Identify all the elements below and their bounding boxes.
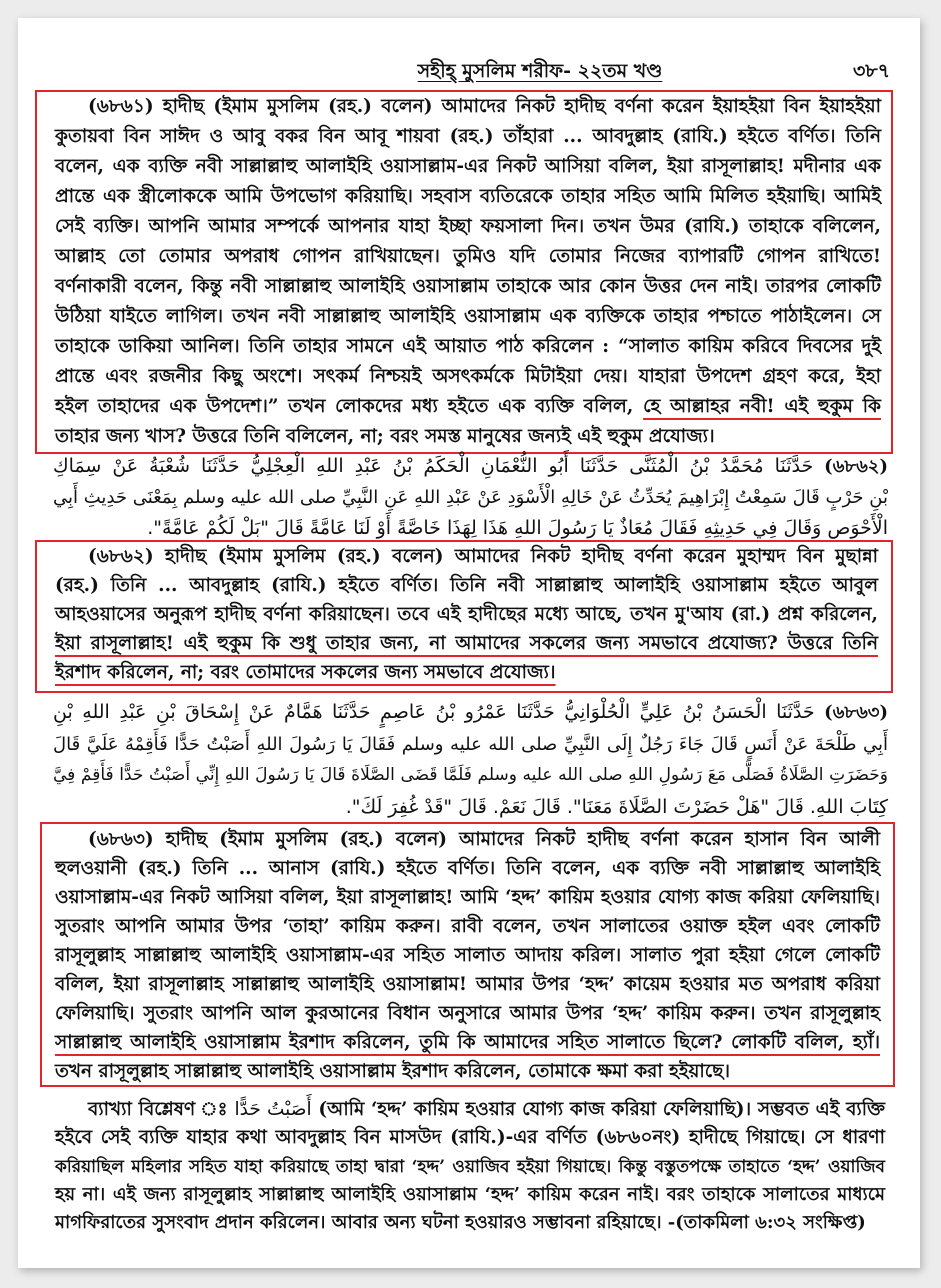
text-line: হুলওয়ানী (রহ.) তিনি ... আনাস (রাযি.) হইতে বর্ণিত। তিনি বলেন, এক ব্যক্তি নবী সাল্লাল্লাহু আলাইহি (55, 858, 880, 879)
arabic-text-hadith-6862 (53, 451, 888, 544)
text-line: তাহাকে ডাকিয়া আনিল। তিনি তাহার সামনে এই আয়াত পাঠ করিলেন : “সালাত কায়িম করিবে দিবসের দুই (55, 336, 881, 357)
text-line: আহওয়াসের অনুরূপ হাদীছ বর্ণনা করিয়াছেন। তবে এই হাদীছের মধ্যে আছে, তখন মু'আয (রা.) প্রশ্ন করিলেন, (55, 604, 878, 625)
page-number: ৩৮৭ (852, 60, 890, 82)
text-line: কুতায়বা বিন সাঈদ ও আবু বকর বিন আবূ শায়বা (রহ.) তাঁহারা ... আবদুল্লাহ (রাযি.) হইতে বর্ণিত। তিনি (55, 126, 881, 147)
running-header-title: সহীহ্ মুসলিম শরীফ- ২২তম খণ্ড (417, 60, 663, 82)
text-line: প্রান্তে এক স্ত্রীলোককে আমি উপভোগ করিয়াছি। সহবাস ব্যতিরেকে তাহার সহিত আমি মিলিত হইয়াছি। আমিই (55, 186, 881, 207)
arabic-phrase: أَصَبْتُ حَدًّا (234, 1099, 312, 1120)
text-line: বলেন, এক ব্যক্তি নবী সাল্লাল্লাহু আলাইহি ওয়াসাল্লাম-এর নিকট আসিয়া বলিল, ইয়া রাসূলাল্লাহ! মদীনার এক (55, 156, 881, 177)
highlight-box-hadith-6862 (35, 540, 893, 693)
text-line: রাসূলুল্লাহ সাল্লাল্লাহু আলাইহি ওয়াসাল্লাম-এর সহিত সালাত আদায় করিল। সালাত পুরা হইয়া গেলে লোকটি (55, 945, 880, 966)
text-line: (রহ.) তিনি ... আবদুল্লাহ (রাযি.) হইতে বর্ণিত। তিনি নবী সাল্লাল্লাহু আলাইহি ওয়াসাল্লাম হইতে আবুল (55, 575, 878, 596)
text-line: উঠিয়া যাইতে লাগিল। তখন নবী সাল্লাল্লাহু আলাইহি ওয়াসাল্লাম এক ব্যক্তিকে তাহার পশ্চাতে পাঠাইলেন। সে (55, 306, 881, 327)
text-line: তখন রাসূলুল্লাহ সাল্লাল্লাহু আলাইহি ওয়াসাল্লাম ইরশাদ করিলেন, তোমাকে ক্ষমা করা হইয়াছে। (55, 1061, 731, 1082)
arabic-line: وَحَضَرَتِ الصَّلَاةُ فَصَلَّى مَعَ رَسُولِ اللهِ صلى الله عليه وسلم فَلَمَّا قَضَى الصَّلَاةَ قَالَ يَا رَسُولَ اللهِ إِنِّي أَصَبْتُ حَدًّا فَأَقِمْ فِيَّ (53, 765, 888, 785)
hadith-number: (৬৮৬৩) (824, 702, 888, 723)
text-line: সেই ব্যক্তি। আপনি আমার সম্পর্কে আপনার যাহা ইচ্ছা ফয়সালা দিন। তখন উমর (রাযি.) তাহাকে বলিলেন, (55, 216, 881, 237)
commentary-paragraph (55, 1096, 885, 1237)
text-line: হইবে সেই ব্যক্তি যাহার কথা আবদুল্লাহ বিন মাসউদ (রাযি.)-এর বর্ণিত (৬৮৬০নং) হাদীছে গিয়াছে। সে ধারণা (55, 1127, 885, 1149)
text-line: (৬৮৬২) হাদীছ (ইমাম মুসলিম (রহ.) বলেন) আমাদের নিকট হাদীছ বর্ণনা করেন মুহাম্মদ বিন মুছান্না (88, 546, 878, 567)
underlined-text-line: সাল্লাল্লাহু আলাইহি ওয়াসাল্লাম ইরশাদ করিলেন, তুমি কি আমাদের সহিত সালাতে ছিলে? লোকটি বলিল, হ্যাঁ। (55, 1032, 880, 1053)
text-line: ওয়াসাল্লাম-এর নিকট আসিয়া বলিল, ইয়া রাসূলাল্লাহ! আমি ‘হদ্দ’ কায়িম হওয়ার যোগ্য কাজ করিয়া ফেলিয়াছি। (55, 887, 880, 908)
text-line: আল্লাহ তো তোমার অপরাধ গোপন রাখিয়াছেন। তুমিও যদি তোমার নিজের ব্যাপারটি গোপন রাখিতে! (55, 246, 881, 267)
text-line: (৬৮৬১) হাদীছ (ইমাম মুসলিম (রহ.) বলেন) আমাদের নিকট হাদীছ বর্ণনা করেন ইয়াহইয়া বিন ইয়াহইয়া (88, 96, 881, 117)
text-line (55, 1096, 885, 1124)
text-segment: (আমি ‘হদ্দ’ কায়িম হওয়ার যোগ্য কাজ করিয়া ফেলিয়াছি)। সম্ভবত এই ব্যক্তি (318, 1099, 885, 1120)
underlined-text-line: ইরশাদ করিলেন, না; বরং তোমাদের সকলের জন্য সমভাবে প্রযোজ্য। (55, 662, 556, 683)
text-line: প্রান্তে এবং রজনীর কিছু অংশে। সৎকর্ম নিশ্চয়ই অসৎকর্মকে মিটাইয়া দেয়। যাহারা উপদেশ গ্রহণ করে, ইহা (55, 366, 881, 387)
text-line: বলিল, ইয়া রাসূলাল্লাহ সাল্লাল্লাহু আলাইহি ওয়াসাল্লাম! আমার উপর ‘হদ্দ’ কায়েম হওয়ার মত অপরাধ করিয়া (55, 974, 880, 995)
text-line (55, 392, 881, 422)
arabic-line: كِتَابَ اللهِ. قَالَ "هَلْ حَضَرْتَ الصَّلَاةَ مَعَنَا". قَالَ نَعَمْ. قَالَ "قَدْ غُفِرَ لَكَ". (345, 795, 888, 818)
arabic-segment: حَدَّثَنَا مُحَمَّدُ بْنُ الْمُثَنَّى حَدَّثَنَا أَبُو النُّعْمَانِ الْحَكَمُ بْنُ عَبْدِ اللهِ الْعِجْلِيُّ حَدَّثَنَا شُعْبَةُ عَنْ سِمَاكِ (53, 455, 814, 477)
hadith-number: (৬৮৬২) (824, 456, 888, 477)
text-line: মাগফিরাতের সুসংবাদ প্রদান করিলেন। আবার অন্য ঘটনা হওয়ারও সম্ভাবনা রহিয়াছে। -(তাকমিলা ৬:৩২ সংক্ষিপ্ত) (55, 1212, 866, 1234)
text-line: তাহার জন্য খাস? উত্তরে তিনি বলিলেন, না; বরং সমস্ত মানুষের জন্যই এই হুকুম প্রযোজ্য। (55, 426, 715, 447)
highlight-box-hadith-6863 (40, 822, 895, 1087)
text-line: ফেলিয়াছি। সুতরাং আপনি আল কুরআনের বিধান অনুসারে আমার উপর ‘হদ্দ’ কায়িম করুন। তখন রাসূলুল্লাহ (55, 1003, 880, 1024)
book-page (18, 18, 920, 1268)
text-line: বর্ণনাকারী বলেন, কিন্তু নবী সাল্লাল্লাহু আলাইহি ওয়াসাল্লাম তাহাকে আর কোন উত্তর দেন নাই। তারপর লোকটি (55, 276, 881, 297)
arabic-line (53, 697, 888, 729)
underlined-text-line: ইয়া রাসূলাল্লাহ! এই হুকুম কি শুধু তাহার জন্য, না আমাদের সকলের জন্য সমভাবে প্রযোজ্য? উত্তরে তিনি (55, 633, 878, 654)
arabic-line (53, 451, 888, 482)
text-segment: হইল তাহাদের এক উপদেশ।” তখন লোকদের মধ্য হইতে এক ব্যক্তি বলিল, (55, 396, 644, 417)
highlight-box-hadith-6861 (35, 90, 893, 454)
text-line: হয় না। এই জন্য রাসূলুল্লাহ সাল্লাল্লাহু আলাইহি ওয়াসাল্লাম ‘হদ্দ’ কায়িম করেন নাই। বরং তাহাকে সালাতের মাধ্যমে (55, 1183, 885, 1205)
arabic-line: الْأَحْوَصِ وَقَالَ فِي حَدِيثِهِ فَقَالَ مُعَاذٌ يَا رَسُولَ اللهِ هَذَا لِهَذَا خَاصَّةً أَوْ لَنَا عَامَّةً قَالَ "بَلْ لَكُمْ عَامَّةً". (147, 517, 888, 539)
arabic-line: أَبِي طَلْحَةَ عَنْ أَنَسٍ قَالَ جَاءَ رَجُلٌ إِلَى النَّبِيِّ صلى الله عليه وسلم فَقَالَ يَا رَسُولَ اللهِ أَصَبْتُ حَدًّا فَأَقِمْهُ عَلَيَّ قَالَ (53, 733, 888, 755)
arabic-text-hadith-6863 (53, 697, 888, 823)
arabic-segment: حَدَّثَنَا الْحَسَنُ بْنُ عَلِيٍّ الْحُلْوَانِيُّ حَدَّثَنَا عَمْرُو بْنُ عَاصِمٍ حَدَّثَنَا هَمَّامٌ عَنْ إِسْحَاقَ بْنِ عَبْدِ اللهِ بْنِ (53, 701, 815, 723)
text-line: (৬৮৬৩) হাদীছ (ইমাম মুসলিম (রহ.) বলেন) আমাদের নিকট হাদীছ বর্ণনা করেন হাসান বিন আলী (88, 829, 880, 850)
commentary-label: ব্যাখ্যা বিশ্লেষণ ঃ (88, 1099, 228, 1120)
arabic-line: بْنِ حَرْبٍ قَالَ سَمِعْتُ إِبْرَاهِيمَ يُحَدِّثُ عَنْ خَالِهِ الْأَسْوَدِ عَنْ عَبْدِ اللهِ عَنِ النَّبِيِّ صلى الله عليه وسلم بِمَعْنَى حَدِيثِ أَبِي (53, 487, 888, 508)
text-line: সুতরাং আপনি আমার উপর ‘তাহা’ কায়িম করুন। রাবী বলেন, তখন সালাতের ওয়াক্ত হইল এবং লোকটি (55, 916, 880, 937)
underlined-text: হে আল্লাহর নবী! এই হুকুম কি (643, 396, 881, 417)
text-line: করিয়াছিল মহিলার সহিত যাহা করিয়াছে তাহা দ্বারা ‘হদ্দ’ ওয়াজিব হইয়া গিয়াছে। কিন্তু বস্তুতপক্ষে তাহাতে ‘হদ্দ’ ওয়াজিব (55, 1156, 885, 1177)
